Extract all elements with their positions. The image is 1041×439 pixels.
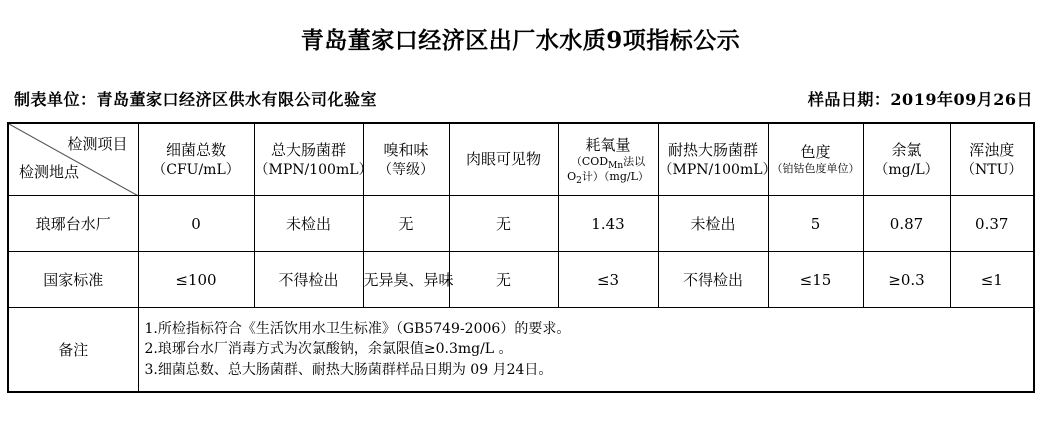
- remark-label: 备注: [8, 308, 138, 392]
- cod-unit-mid: 法以: [623, 154, 646, 168]
- column-header-bacteria-count: [138, 123, 254, 196]
- data-cell: ≤3: [558, 252, 658, 308]
- data-cell: 无: [363, 196, 449, 252]
- maker-unit-label: 制表单位：青岛董家口经济区供水有限公司化验室: [14, 89, 378, 109]
- sample-date-label: 样品日期：2019年09月26日: [807, 89, 1033, 109]
- corner-project-label: 检测项目: [67, 134, 128, 153]
- column-header-odor-taste: [363, 123, 449, 196]
- column-label: 细菌总数: [165, 141, 226, 160]
- data-cell: 无: [449, 196, 558, 252]
- data-cell: 0.37: [950, 196, 1034, 252]
- data-cell: 0.87: [863, 196, 950, 252]
- column-header-cod: [558, 123, 658, 196]
- column-unit: （铂钴色度单位）: [771, 162, 860, 176]
- column-unit: （NTU）: [961, 161, 1023, 178]
- cod-subscript-2: 2: [576, 175, 582, 186]
- data-cell: 5: [768, 196, 863, 252]
- column-label: 嗅和味: [383, 141, 429, 160]
- cod-unit-pre: （COD: [570, 154, 609, 168]
- column-unit: （MPN/100mL）: [658, 161, 777, 178]
- data-cell: 不得检出: [658, 252, 768, 308]
- data-cell: ≥0.3: [863, 252, 950, 308]
- column-header-thermotolerant-coliform: [658, 123, 777, 196]
- page-title: 青岛董家口经济区出厂水水质9项指标公示: [300, 27, 741, 54]
- corner-location-label: 检测地点: [19, 163, 80, 182]
- column-label: 余氯: [891, 141, 922, 160]
- remark-body: [138, 308, 1034, 392]
- data-cell: 无异臭、异味: [363, 252, 449, 308]
- column-label: 肉眼可见物: [465, 150, 541, 169]
- column-unit: （CFU/mL）: [152, 161, 240, 178]
- data-cell: ≤15: [768, 252, 863, 308]
- row-label: 琅琊台水厂: [8, 196, 138, 252]
- column-unit: [559, 155, 658, 185]
- table-row-national-standard: [8, 252, 1034, 308]
- data-cell: ≤100: [138, 252, 254, 308]
- data-cell: 不得检出: [254, 252, 363, 308]
- row-label: 国家标准: [8, 252, 138, 308]
- data-cell: 0: [138, 196, 254, 252]
- cod-subscript-mn: Mn: [608, 160, 624, 171]
- column-label: 色度: [800, 142, 831, 161]
- water-quality-table: [7, 122, 1035, 393]
- data-cell: 1.43: [558, 196, 658, 252]
- column-unit: （mg/L）: [874, 161, 939, 178]
- cod-unit-post: 计）（mg/L）: [581, 169, 649, 183]
- column-header-turbidity: [950, 123, 1034, 196]
- column-header-visible-matter: [449, 123, 558, 196]
- column-unit: （等级）: [378, 161, 434, 178]
- table-row-langyatai: [8, 196, 1034, 252]
- data-cell: 未检出: [658, 196, 768, 252]
- column-label: 总大肠菌群: [270, 141, 346, 160]
- header-corner-cell: [8, 123, 138, 196]
- column-header-residual-chlorine: [863, 123, 950, 196]
- column-label: 耗氧量: [585, 135, 631, 154]
- column-header-chroma: [768, 123, 863, 196]
- column-unit: （MPN/100mL）: [254, 161, 373, 178]
- cod-unit-o: O: [567, 169, 577, 183]
- info-row: [0, 87, 1041, 110]
- column-label: 浑浊度: [969, 141, 1015, 160]
- column-header-total-coliform: [254, 123, 373, 196]
- remark-line: 1.所检指标符合《生活饮用水卫生标准》（GB5749-2006）的要求。: [144, 321, 571, 338]
- remark-line: 2.琅琊台水厂消毒方式为次氯酸钠，余氯限值≥0.3mg/L 。: [144, 341, 513, 358]
- table-row-remark: [8, 308, 1034, 392]
- data-cell: 无: [449, 252, 558, 308]
- remark-line: 3.细菌总数、总大肠菌群、耐热大肠菌群样品日期为 09 月24日。: [144, 361, 553, 378]
- column-label: 耐热大肠菌群: [667, 141, 758, 160]
- data-cell: ≤1: [950, 252, 1034, 308]
- data-cell: 未检出: [254, 196, 363, 252]
